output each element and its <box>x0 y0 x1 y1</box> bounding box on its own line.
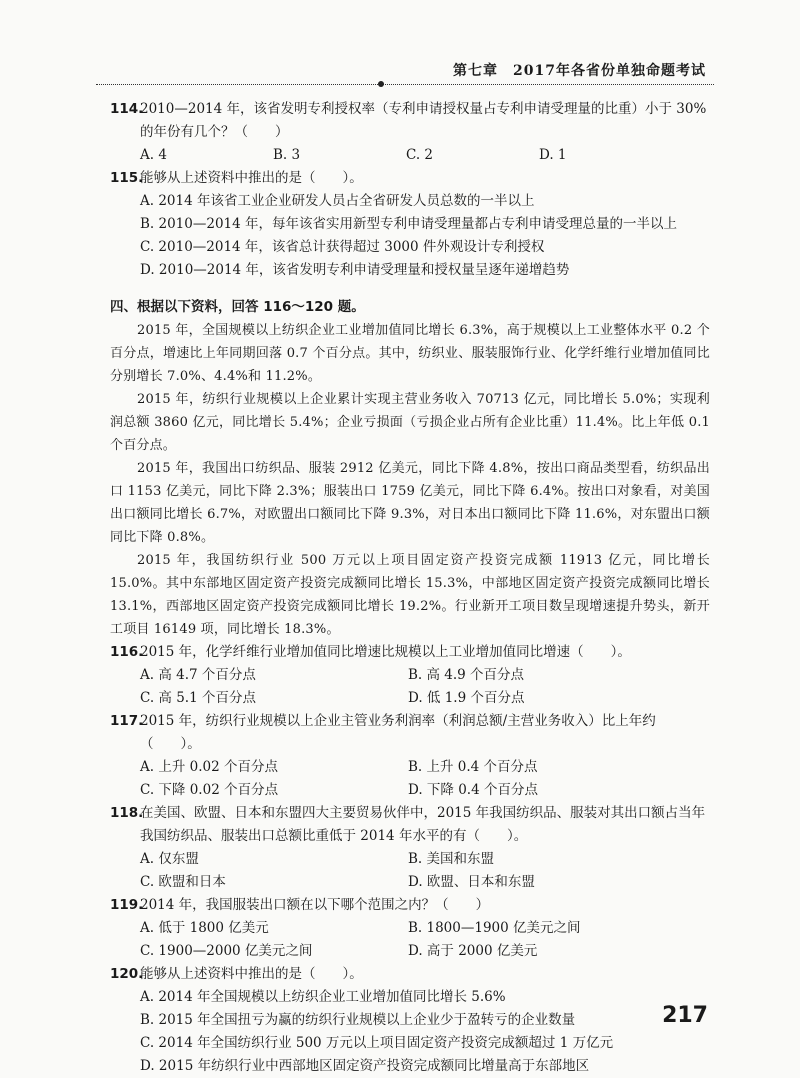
question-119-options <box>110 917 710 963</box>
header-rule <box>96 84 714 85</box>
question-115 <box>110 167 710 190</box>
chapter-title: 第七章 2017年各省份单独命题考试 <box>453 63 706 79</box>
question-stem: 2014 年，我国服装出口额在以下哪个范围之内？（ ） <box>140 897 490 913</box>
option-d: D. 2010—2014 年，该省发明专利申请受理量和授权量呈逐年递增趋势 <box>140 262 570 278</box>
question-116 <box>110 641 710 664</box>
running-header <box>96 56 714 86</box>
question-117-options <box>110 756 710 802</box>
passage-paragraph: 2015 年，我国出口纺织品、服装 2912 亿美元，同比下降 4.8%，按出口商品类型看，纺织品出口 1153 亿美元，同比下降 2.3%；服装出口 1759 亿美元，同比下降 6.4%。按出口对象看，对美国出口额同比增长 6.7%，对欧盟出口额同比下降 9.3%，对日本出口额同比下降 11.6%，对东盟出口额同比下降 0.8%。 <box>110 461 710 545</box>
option-a: A. 低于 1800 亿美元 <box>140 920 269 936</box>
question-119 <box>110 894 710 917</box>
option-b: B. 1800—1900 亿美元之间 <box>408 920 581 936</box>
question-stem: 2015 年，纺织行业规模以上企业主管业务利润率（利润总额/主营业务收入）比上年约（ ）。 <box>140 713 656 752</box>
option-c: C. 2010—2014 年，该省总计获得超过 3000 件外观设计专利授权 <box>140 239 545 255</box>
passage-paragraph: 2015 年，纺织行业规模以上企业累计实现主营业务收入 70713 亿元，同比增长 5.0%；实现利润总额 3860 亿元，同比增长 5.4%；企业亏损面（亏损企业占所有企业比重）11.4%。比上年低 0.1 个百分点。 <box>110 392 710 453</box>
question-120-options <box>110 986 710 1078</box>
page-number: 217 <box>662 1003 708 1028</box>
page-content <box>110 98 710 1078</box>
option-b: B. 上升 0.4 个百分点 <box>408 759 538 775</box>
option-a: A. 仅东盟 <box>140 851 199 867</box>
option-d: D. 下降 0.4 个百分点 <box>408 782 538 798</box>
question-stem: 2010—2014 年，该省发明专利授权率（专利申请授权量占专利申请受理量的比重）小于 30%的年份有几个？（ ） <box>140 101 707 140</box>
question-118 <box>110 802 710 848</box>
question-stem: 在美国、欧盟、日本和东盟四大主要贸易伙伴中，2015 年我国纺织品、服装对其出口额占当年我国纺织品、服装出口总额比重低于 2014 年水平的有（ ）。 <box>140 805 706 844</box>
question-117 <box>110 710 710 756</box>
question-number: 119. <box>110 897 144 913</box>
option-d: D. 欧盟、日本和东盟 <box>408 874 535 890</box>
option-d: D. 2015 年纺织行业中西部地区固定资产投资完成额同比增量高于东部地区 <box>140 1058 590 1074</box>
question-number: 117. <box>110 713 144 729</box>
option-a: A. 4 <box>140 147 167 163</box>
question-number: 115. <box>110 170 144 186</box>
option-c: C. 下降 0.02 个百分点 <box>140 782 279 798</box>
question-stem: 2015 年，化学纤维行业增加值同比增速比规模以上工业增加值同比增速（ ）。 <box>140 644 631 660</box>
option-c: C. 欧盟和日本 <box>140 874 226 890</box>
option-a: A. 高 4.7 个百分点 <box>140 667 256 683</box>
question-number: 114. <box>110 101 144 117</box>
question-118-options <box>110 848 710 894</box>
option-c: C. 2014 年全国纺织行业 500 万元以上项目固定资产投资完成额超过 1 万亿元 <box>140 1035 614 1051</box>
option-a: A. 上升 0.02 个百分点 <box>140 759 278 775</box>
option-c: C. 1900—2000 亿美元之间 <box>140 943 313 959</box>
question-stem: 能够从上述资料中推出的是（ ）。 <box>140 966 363 982</box>
option-c: C. 2 <box>406 147 434 163</box>
question-114 <box>110 98 710 144</box>
option-a: A. 2014 年全国规模以上纺织企业工业增加值同比增长 5.6% <box>140 989 506 1005</box>
option-c: C. 高 5.1 个百分点 <box>140 690 256 706</box>
question-114-options <box>110 144 710 167</box>
passage-paragraph: 2015 年，我国纺织行业 500 万元以上项目固定资产投资完成额 11913 亿元，同比增长 15.0%。其中东部地区固定资产投资完成额同比增长 15.3%，中部地区固定资产投资完成额同比增长 13.1%，西部地区固定资产投资完成额同比增长 19.2%。行业新开工项目数呈现增速提升势头，新开工项目 16149 项，同比增长 18.3%。 <box>110 553 710 637</box>
option-b: B. 高 4.9 个百分点 <box>408 667 525 683</box>
option-b: B. 2010—2014 年，每年该省实用新型专利申请受理量都占专利申请受理总量的一半以上 <box>140 216 678 232</box>
question-116-options <box>110 664 710 710</box>
option-b: B. 美国和东盟 <box>408 851 495 867</box>
section-heading: 四、根据以下资料，回答 116～120 题。 <box>110 299 365 315</box>
question-115-options <box>110 190 710 282</box>
question-number: 116. <box>110 644 144 660</box>
question-stem: 能够从上述资料中推出的是（ ）。 <box>140 170 363 186</box>
header-rule-dot <box>378 81 384 87</box>
question-number: 118. <box>110 805 144 821</box>
option-d: D. 1 <box>539 147 567 163</box>
reading-passage <box>110 319 710 641</box>
option-d: D. 低 1.9 个百分点 <box>408 690 525 706</box>
passage-paragraph: 2015 年，全国规模以上纺织企业工业增加值同比增长 6.3%，高于规模以上工业整体水平 0.2 个百分点，增速比上年同期回落 0.7 个百分点。其中，纺织业、服装服饰行业、化学纤维行业增加值同比分别增长 7.0%、4.4%和 11.2%。 <box>110 323 710 384</box>
option-d: D. 高于 2000 亿美元 <box>408 943 538 959</box>
question-number: 120. <box>110 966 144 982</box>
option-b: B. 2015 年全国扭亏为赢的纺织行业规模以上企业少于盈转亏的企业数量 <box>140 1012 576 1028</box>
question-120 <box>110 963 710 986</box>
option-b: B. 3 <box>273 147 301 163</box>
option-a: A. 2014 年该省工业企业研发人员占全省研发人员总数的一半以上 <box>140 193 535 209</box>
